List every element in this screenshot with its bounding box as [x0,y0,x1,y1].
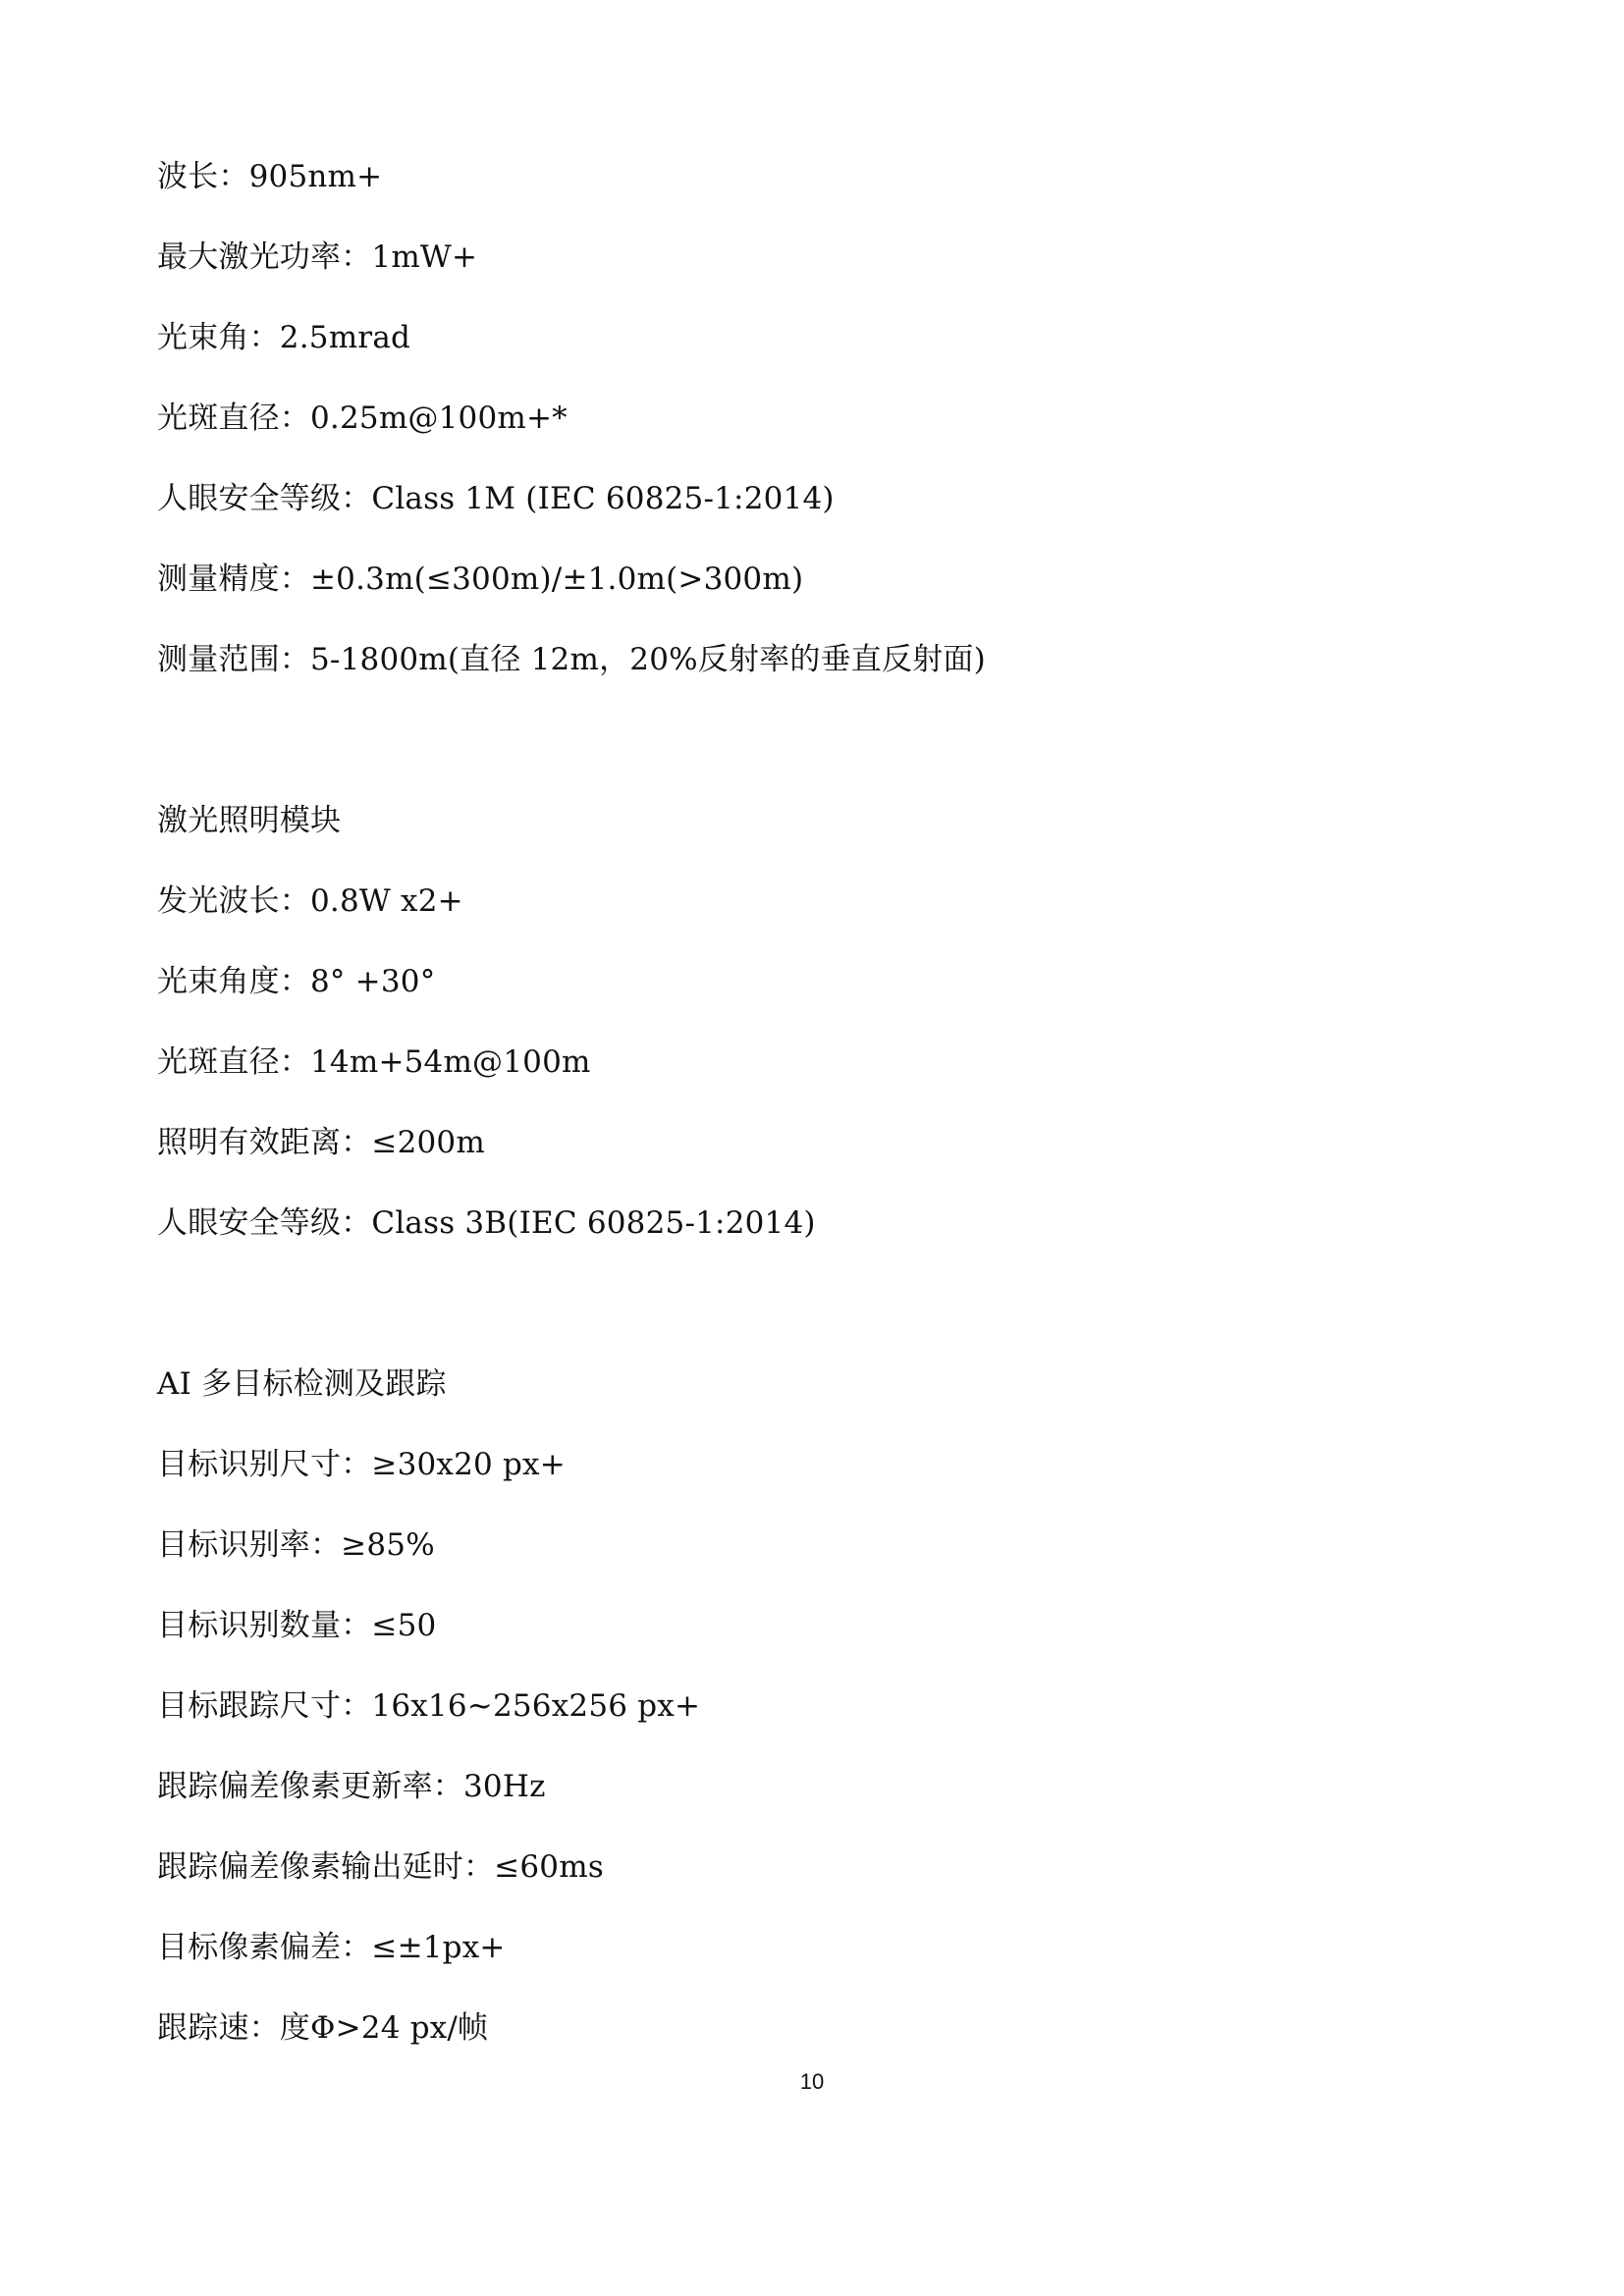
section-gap [157,1284,1473,1364]
spec-line-beam-angle-range: 光束角度：8° +30° [157,964,436,999]
spec-line-spot-diameter: 光斑直径：0.25m@100m+* [157,400,568,436]
spec-line-wavelength: 波长：905nm+ [157,159,383,194]
spec-content [157,157,1473,2089]
section-heading-laser-illumination: 激光照明模块 [157,803,342,838]
spec-line-beam-angle: 光束角：2.5mrad [157,320,411,355]
section-gap [157,721,1473,801]
spec-line-effective-illumination-distance: 照明有效距离：≤200m [157,1125,485,1160]
spec-line-tracking-update-rate: 跟踪偏差像素更新率：30Hz [157,1769,546,1804]
spec-line-illumination-spot-diameter: 光斑直径：14m+54m@100m [157,1044,591,1080]
page-number: 10 [799,2069,825,2094]
section-heading-ai-tracking: AI 多目标检测及跟踪 [157,1366,447,1402]
spec-line-measurement-accuracy: 测量精度：±0.3m(≤300m)/±1.0m(>300m) [157,561,804,597]
spec-line-eye-safety-class: 人眼安全等级：Class 1M (IEC 60825-1:2014) [157,481,835,516]
spec-line-measurement-range: 测量范围：5-1800m(直径 12m，20%反射率的垂直反射面) [157,642,986,677]
spec-line-target-tracking-size: 目标跟踪尺寸：16x16~256x256 px+ [157,1688,701,1724]
spec-line-tracking-speed: 跟踪速：度Φ>24 px/帧 [157,2010,489,2046]
spec-line-max-laser-power: 最大激光功率：1mW+ [157,240,478,275]
spec-line-target-recognition-count: 目标识别数量：≤50 [157,1608,437,1643]
spec-line-target-recognition-size: 目标识别尺寸：≥30x20 px+ [157,1447,566,1482]
spec-line-illumination-eye-safety-class: 人眼安全等级：Class 3B(IEC 60825-1:2014) [157,1205,816,1241]
spec-line-target-pixel-deviation: 目标像素偏差：≤±1px+ [157,1930,506,1965]
spec-line-tracking-output-delay: 跟踪偏差像素输出延时：≤60ms [157,1849,604,1885]
spec-line-target-recognition-rate: 目标识别率：≥85% [157,1527,435,1563]
spec-line-emission-wavelength: 发光波长：0.8W x2+ [157,883,463,919]
